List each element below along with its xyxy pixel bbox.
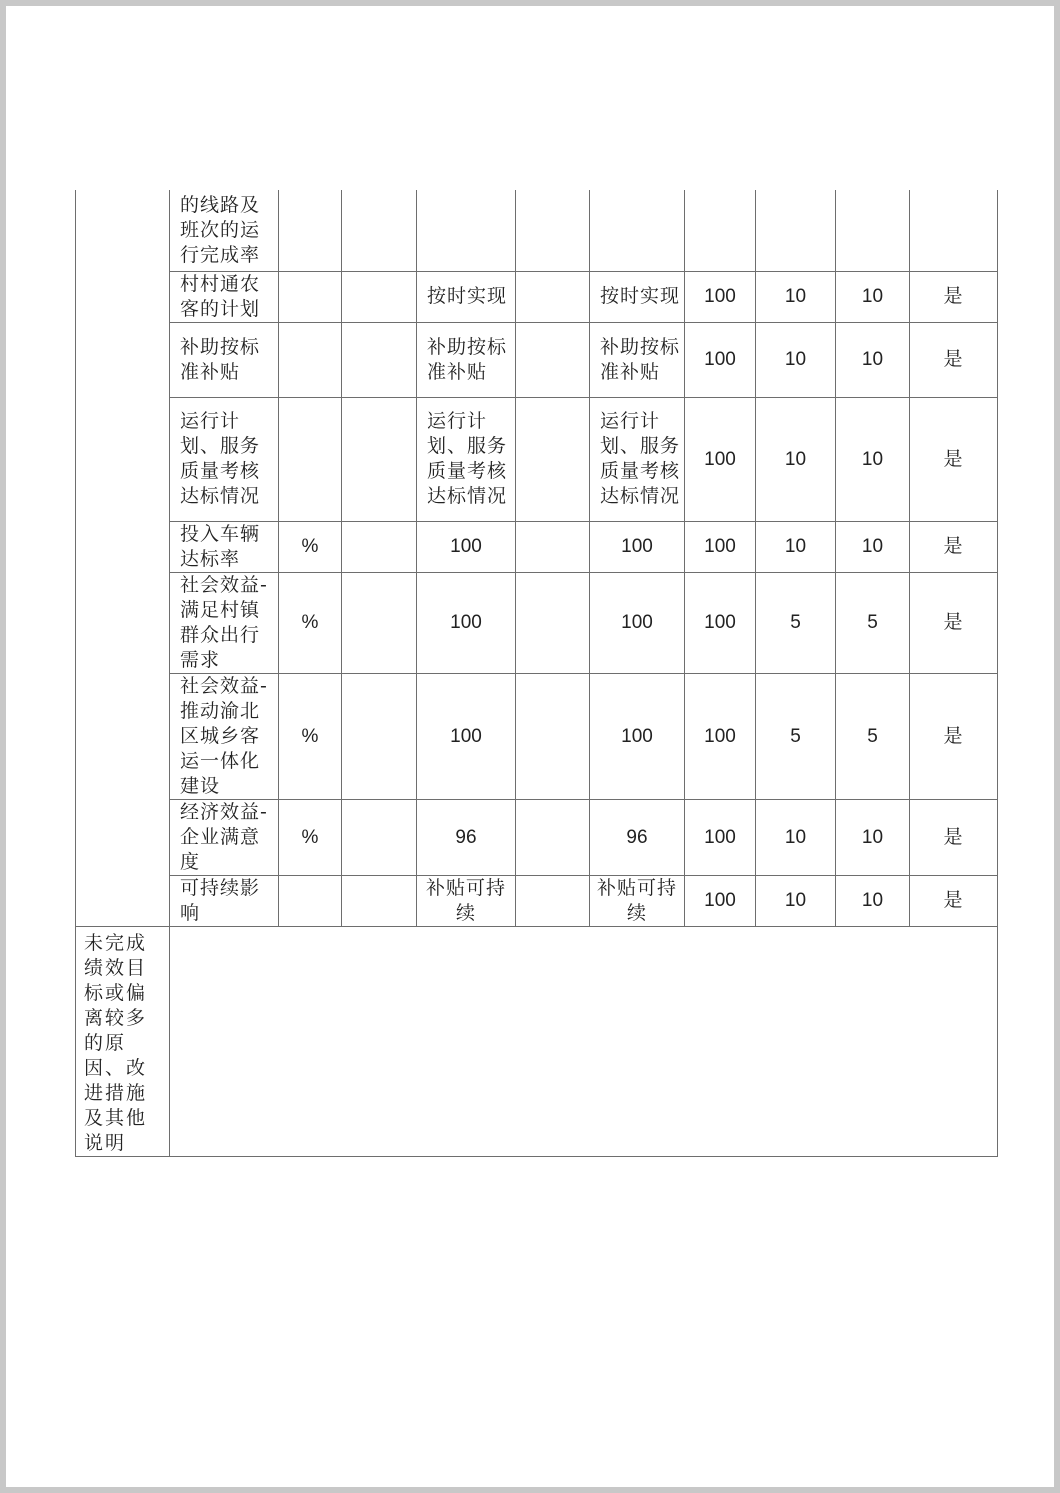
done-flag: 是 <box>910 572 998 673</box>
full-score: 5 <box>756 673 836 799</box>
blank-cell <box>516 875 590 926</box>
blank-cell <box>516 397 590 521</box>
table-row <box>76 799 998 875</box>
unit-cell: % <box>279 572 342 673</box>
weight-value: 100 <box>685 572 756 673</box>
indicator-name: 村村通农客的计划 <box>170 271 279 322</box>
actual-value: 96 <box>590 799 685 875</box>
indicator-name: 社会效益-满足村镇群众出行需求 <box>170 572 279 673</box>
unit-cell <box>279 397 342 521</box>
full-score: 10 <box>756 875 836 926</box>
actual-value: 100 <box>590 572 685 673</box>
actual-value <box>590 190 685 271</box>
actual-value: 按时实现 <box>590 271 685 322</box>
done-flag: 是 <box>910 799 998 875</box>
actual-value: 100 <box>590 521 685 572</box>
blank-cell <box>516 322 590 397</box>
blank-cell <box>342 322 417 397</box>
blank-cell <box>516 190 590 271</box>
indicator-name: 的线路及班次的运行完成率 <box>170 190 279 271</box>
score-value: 5 <box>836 673 910 799</box>
indicator-name: 运行计划、服务质量考核达标情况 <box>170 397 279 521</box>
explanation-row <box>76 926 998 1156</box>
score-value <box>836 190 910 271</box>
weight-value: 100 <box>685 875 756 926</box>
blank-cell <box>516 799 590 875</box>
weight-value: 100 <box>685 322 756 397</box>
score-value: 10 <box>836 521 910 572</box>
unit-cell: % <box>279 673 342 799</box>
plan-value: 100 <box>417 572 516 673</box>
done-flag <box>910 190 998 271</box>
indicator-name: 可持续影响 <box>170 875 279 926</box>
score-value: 10 <box>836 322 910 397</box>
done-flag: 是 <box>910 271 998 322</box>
actual-value: 运行计划、服务质量考核达标情况 <box>590 397 685 521</box>
indicator-name: 社会效益-推动渝北区城乡客运一体化建设 <box>170 673 279 799</box>
score-value: 10 <box>836 397 910 521</box>
plan-value: 96 <box>417 799 516 875</box>
full-score: 5 <box>756 572 836 673</box>
score-value: 10 <box>836 271 910 322</box>
blank-cell <box>342 572 417 673</box>
blank-cell <box>516 271 590 322</box>
table-row <box>76 521 998 572</box>
blank-cell <box>516 572 590 673</box>
done-flag: 是 <box>910 673 998 799</box>
indicator-name: 经济效益-企业满意度 <box>170 799 279 875</box>
unit-cell: % <box>279 799 342 875</box>
done-flag: 是 <box>910 521 998 572</box>
blank-cell <box>342 190 417 271</box>
weight-value: 100 <box>685 521 756 572</box>
score-value: 10 <box>836 799 910 875</box>
document-page <box>6 6 1054 1487</box>
weight-value <box>685 190 756 271</box>
blank-cell <box>342 521 417 572</box>
plan-value: 补助按标准补贴 <box>417 322 516 397</box>
unit-cell <box>279 322 342 397</box>
score-value: 5 <box>836 572 910 673</box>
blank-cell <box>342 271 417 322</box>
category-cell <box>76 190 170 926</box>
plan-value: 100 <box>417 521 516 572</box>
blank-cell <box>342 875 417 926</box>
table-row <box>76 572 998 673</box>
indicator-name: 补助按标准补贴 <box>170 322 279 397</box>
full-score <box>756 190 836 271</box>
done-flag: 是 <box>910 397 998 521</box>
actual-value: 100 <box>590 673 685 799</box>
full-score: 10 <box>756 397 836 521</box>
blank-cell <box>342 397 417 521</box>
actual-value: 补助按标准补贴 <box>590 322 685 397</box>
full-score: 10 <box>756 322 836 397</box>
table-row <box>76 322 998 397</box>
unit-cell <box>279 271 342 322</box>
plan-value: 运行计划、服务质量考核达标情况 <box>417 397 516 521</box>
done-flag: 是 <box>910 875 998 926</box>
table-row <box>76 875 998 926</box>
full-score: 10 <box>756 521 836 572</box>
blank-cell <box>516 521 590 572</box>
score-value: 10 <box>836 875 910 926</box>
explanation-label: 未完成绩效目标或偏离较多的原因、改进措施及其他说明 <box>76 926 170 1156</box>
actual-value: 补贴可持续 <box>590 875 685 926</box>
table-row <box>76 397 998 521</box>
weight-value: 100 <box>685 799 756 875</box>
table-row <box>76 271 998 322</box>
full-score: 10 <box>756 271 836 322</box>
plan-value: 按时实现 <box>417 271 516 322</box>
weight-value: 100 <box>685 271 756 322</box>
blank-cell <box>342 673 417 799</box>
blank-cell <box>342 799 417 875</box>
weight-value: 100 <box>685 673 756 799</box>
plan-value: 100 <box>417 673 516 799</box>
table-row <box>76 673 998 799</box>
unit-cell <box>279 875 342 926</box>
full-score: 10 <box>756 799 836 875</box>
indicator-name: 投入车辆达标率 <box>170 521 279 572</box>
plan-value: 补贴可持续 <box>417 875 516 926</box>
blank-cell <box>516 673 590 799</box>
plan-value <box>417 190 516 271</box>
table-row <box>76 190 998 271</box>
explanation-content <box>170 926 998 1156</box>
unit-cell: % <box>279 521 342 572</box>
done-flag: 是 <box>910 322 998 397</box>
weight-value: 100 <box>685 397 756 521</box>
unit-cell <box>279 190 342 271</box>
performance-table <box>75 190 998 1157</box>
